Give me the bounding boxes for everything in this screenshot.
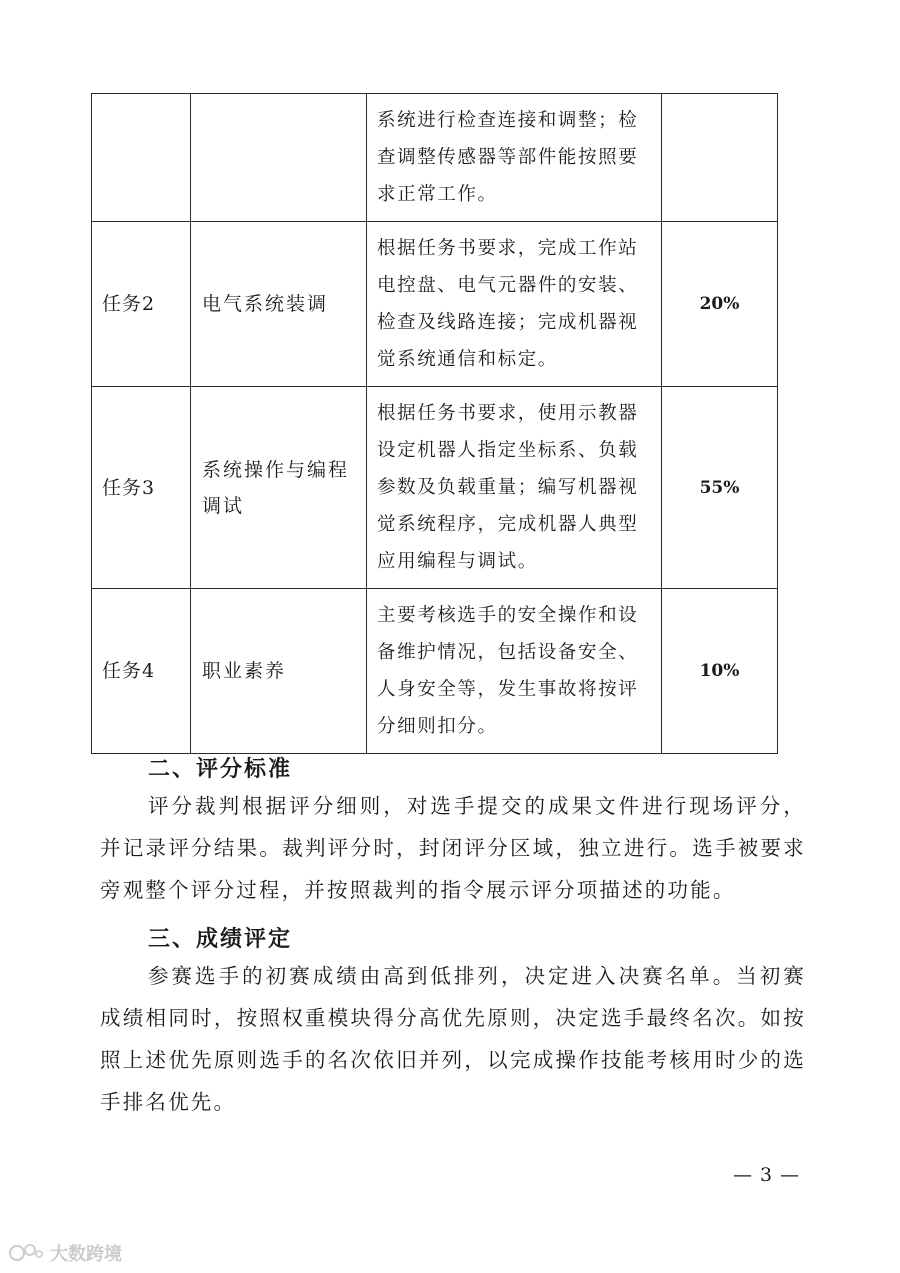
task-weight-cell: [662, 94, 778, 222]
task-name-cell: [191, 94, 367, 222]
section-heading-scoring-standard: 二、评分标准: [148, 757, 293, 782]
section-heading-result-evaluation: 三、成绩评定: [148, 927, 293, 952]
task-weight-cell: 10%: [662, 589, 778, 754]
task-name-cell: 系统操作与编程调试: [191, 387, 367, 589]
task-weight-cell: 20%: [662, 222, 778, 387]
task-description-cell: 根据任务书要求，完成工作站电控盘、电气元器件的安装、检查及线路连接；完成机器视觉系统通信和标定。: [367, 222, 662, 387]
scoring-table: [91, 93, 778, 754]
table-row: [92, 222, 778, 387]
task-cell: 任务2: [92, 222, 191, 387]
task-name-cell: 电气系统装调: [191, 222, 367, 387]
task-cell: 任务3: [92, 387, 191, 589]
task-description-cell: 根据任务书要求，使用示教器设定机器人指定坐标系、负载参数及负载重量；编写机器视觉系统程序，完成机器人典型应用编程与调试。: [367, 387, 662, 589]
table-row: [92, 387, 778, 589]
brand-logo-icon: [8, 1242, 44, 1264]
table-row: [92, 94, 778, 222]
watermark-text: 大数跨境: [50, 1244, 122, 1265]
table-row: [92, 589, 778, 754]
task-description-cell: 系统进行检查连接和调整；检查调整传感器等部件能按照要求正常工作。: [367, 94, 662, 222]
section-paragraph-result-evaluation: 参赛选手的初赛成绩由高到低排列，决定进入决赛名单。当初赛成绩相同时，按照权重模块得分高优先原则，决定选手最终名次。如按照上述优先原则选手的名次依旧并列，以完成操作技能考核用时少的选手排名优先。: [100, 964, 806, 1114]
task-description-cell: 主要考核选手的安全操作和设备维护情况，包括设备安全、人身安全等，发生事故将按评分细则扣分。: [367, 589, 662, 754]
watermark: [8, 1240, 122, 1266]
section-paragraph-scoring-standard: 评分裁判根据评分细则，对选手提交的成果文件进行现场评分，并记录评分结果。裁判评分时，封闭评分区域，独立进行。选手被要求旁观整个评分过程，并按照裁判的指令展示评分项描述的功能。: [100, 794, 806, 902]
task-cell: [92, 94, 191, 222]
task-cell: 任务4: [92, 589, 191, 754]
task-weight-cell: 55%: [662, 387, 778, 589]
page-number: — 3 —: [733, 1164, 801, 1186]
task-name-cell: 职业素养: [191, 589, 367, 754]
